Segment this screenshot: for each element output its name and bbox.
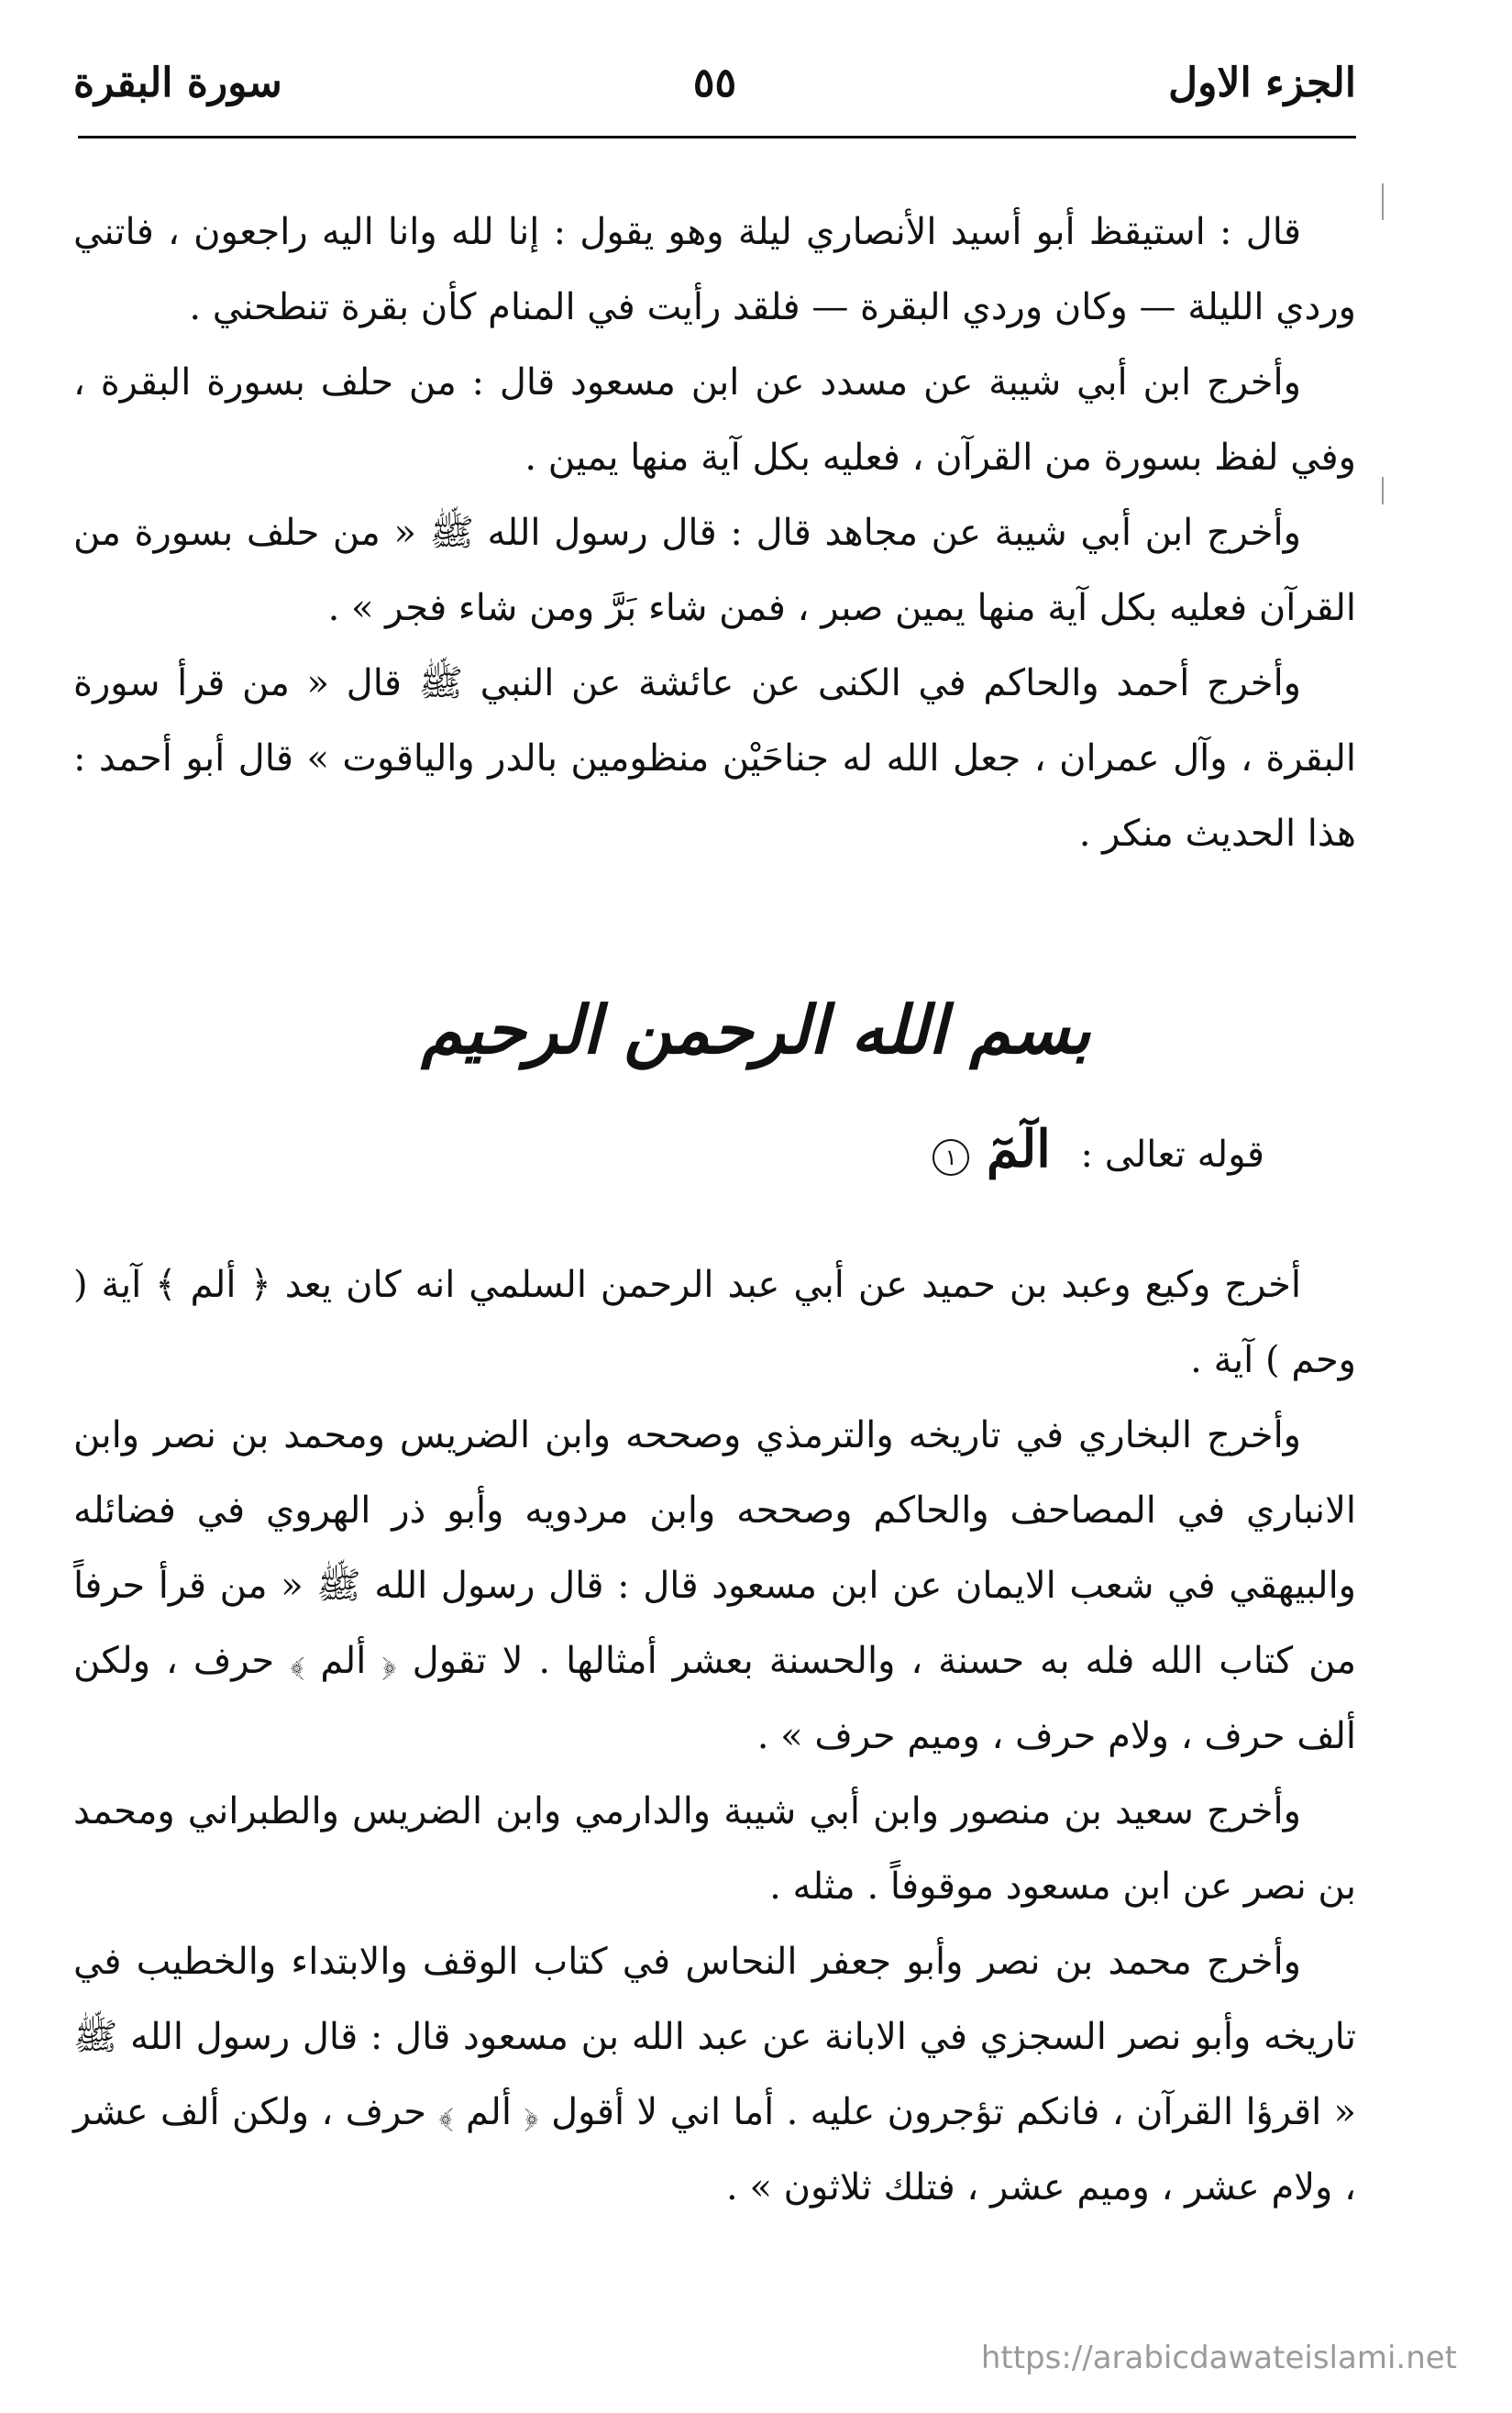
- header-surah-label: سورة البقرة: [73, 60, 282, 106]
- header-part-label: الجزء الاول: [1168, 60, 1356, 106]
- paragraph: وأخرج ابن أبي شيبة عن مسدد عن ابن مسعود قال : من حلف بسورة البقرة ، وفي لفظ بسورة من القرآن ، فعليه بكل آية منها يمين .: [73, 361, 1356, 479]
- paragraph: وأخرج أحمد والحاكم في الكنى عن عائشة عن النبي ﷺ قال « من قرأ سورة البقرة ، وآل عمران ، جعل الله له جناحَيْن منظومين بالدر والياقوت » قال أبو أحمد : هذا الحديث منكر .: [73, 662, 1356, 855]
- page-header: [73, 50, 1356, 133]
- paragraph: أخرج وكيع وعبد بن حميد عن أبي عبد الرحمن السلمي انه كان يعد ﴿ ألم ﴾ آية ( وحم ) آية .: [73, 1264, 1356, 1381]
- paragraph: وأخرج سعيد بن منصور وابن أبي شيبة والدارمي وابن الضريس والطبراني ومحمد بن نصر عن ابن مسعود موقوفاً . مثله .: [73, 1790, 1356, 1908]
- paragraph: وأخرج محمد بن نصر وأبو جعفر النحاس في كتاب الوقف والابتداء والخطيب في تاريخه وأبو نصر السجزي في الابانة عن عبد الله بن مسعود قال : قال رسول الله ﷺ « اقرؤا القرآن ، فانكم تؤجرون عليه . أما اني لا أقول ﴿ ألم ﴾ حرف ، ولكن ألف عشر ، ولام عشر ، وميم عشر ، فتلك ثلاثون » .: [73, 1941, 1356, 2208]
- paragraph: قال : استيقظ أبو أسيد الأنصاري ليلة وهو يقول : إنا لله وانا اليه راجعون ، فاتني وردي الليلة — وكان وردي البقرة — فلقد رأيت في المنام كأن بقرة تنطحني .: [73, 211, 1356, 328]
- paragraph: وأخرج البخاري في تاريخه والترمذي وصححه وابن الضريس ومحمد بن نصر وابن الانباري في المصاحف والحاكم وصححه وابن مردويه وأبو ذر الهروي في فضائله والبيهقي في شعب الايمان عن ابن مسعود قال : قال رسول الله ﷺ « من قرأ حرفاً من كتاب الله فله به حسنة ، والحسنة بعشر أمثالها . لا تقول ﴿ ألم ﴾ حرف ، ولكن ألف حرف ، ولام حرف ، وميم حرف » .: [73, 1414, 1356, 1757]
- verse-intro: قوله تعالى :: [1080, 1134, 1264, 1176]
- text-block-bottom: [73, 1247, 1356, 2225]
- paragraph: وأخرج ابن أبي شيبة عن مجاهد قال : قال رسول الله ﷺ « من حلف بسورة من القرآن فعليه بكل آية منها يمين صبر ، فمن شاء بَرَّ ومن شاء فجر » .: [73, 512, 1356, 629]
- page-number: ٥٥: [692, 60, 737, 106]
- ayah-number-marker: ١: [933, 1139, 969, 1176]
- header-divider: [78, 136, 1356, 138]
- text-block-top: [73, 194, 1356, 871]
- basmala-calligraphy: بسم الله الرحمن الرحيم: [421, 991, 1091, 1068]
- verse-word: الٓمٓ: [986, 1119, 1051, 1179]
- watermark-url: https://arabicdawateislami.net: [980, 2340, 1457, 2376]
- margin-mark: [1382, 477, 1384, 504]
- verse-heading: [933, 1119, 1264, 1179]
- margin-mark: [1382, 183, 1384, 220]
